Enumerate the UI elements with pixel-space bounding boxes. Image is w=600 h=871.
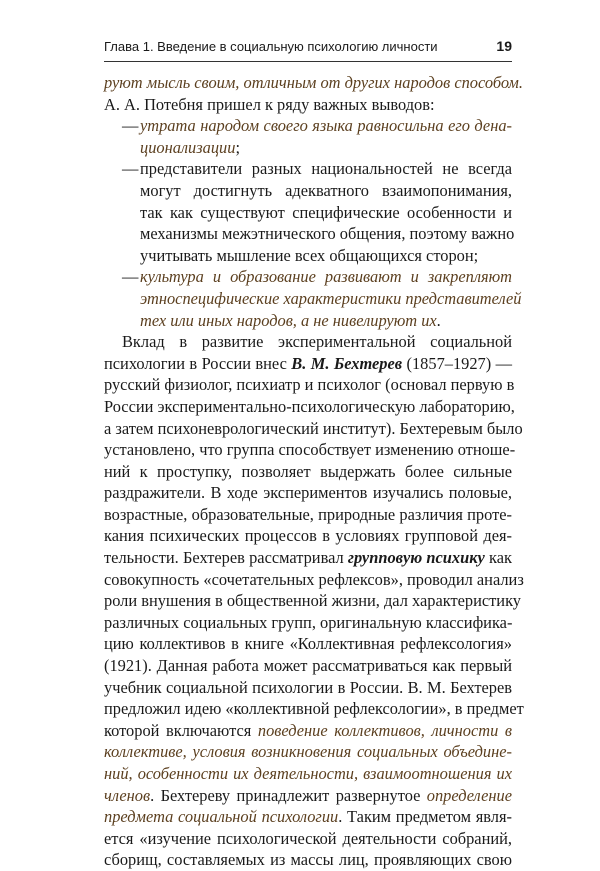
- text-run: (1921). Данная работа может рассматриваться как первый: [104, 656, 512, 676]
- text-run: кания психических процессов в условиях групповой дея-: [104, 526, 512, 546]
- text-run: А. А. Потебня пришел к ряду важных выводов:: [104, 94, 435, 114]
- list-bullet-dash: —: [122, 116, 139, 136]
- text-line: [104, 720, 512, 742]
- text-line: [104, 158, 512, 180]
- text-line: [104, 525, 512, 547]
- text-run: тельности. Бехтерев рассматривал: [104, 548, 348, 568]
- text-run: различных социальных групп, оригинальную классифика-: [104, 612, 513, 632]
- highlighted-text: коллективе, условия возникновения социальных объедине-: [104, 742, 512, 762]
- text-run: роли внушения в общественной жизни, дал характеристику: [104, 591, 522, 611]
- text-line: [104, 677, 512, 699]
- text-line: [104, 655, 512, 677]
- text-line: [104, 461, 512, 483]
- text-line: [104, 288, 522, 310]
- text-run: механизмы межэтнического общения, поэтому важно: [140, 224, 515, 244]
- chapter-title: Глава 1. Введение в социальную психологию личности: [104, 39, 438, 54]
- highlighted-text: тех или иных народов, а не нивелируют их: [140, 310, 437, 330]
- text-run: а затем психоневрологический институт). Бехтеревым было: [104, 418, 523, 438]
- text-line: [104, 439, 516, 461]
- text-line: [104, 418, 523, 440]
- text-line: [104, 504, 512, 526]
- text-line: [104, 785, 512, 807]
- text-line: [104, 180, 512, 202]
- text-line: [104, 223, 515, 245]
- page-number: 19: [496, 38, 512, 54]
- text-line: [104, 828, 512, 850]
- text-line: [104, 353, 512, 375]
- text-run: ется «изучение психологической деятельности собраний,: [104, 828, 512, 848]
- text-run: установлено, что группа способствует изменению отноше-: [104, 440, 516, 460]
- highlighted-text: поведение коллективов, личности в: [257, 720, 512, 740]
- list-bullet-dash: —: [122, 159, 139, 179]
- text-run: психологии в России внес: [104, 353, 292, 373]
- text-line: [104, 633, 512, 655]
- text-line: [104, 72, 523, 94]
- text-run: так как существуют специфические особенности и: [140, 202, 512, 222]
- list-bullet-dash: —: [122, 267, 139, 287]
- text-line: [104, 374, 515, 396]
- text-run: русский физиолог, психиатр и психолог (основал первую в: [104, 375, 515, 395]
- text-line: [104, 396, 515, 418]
- text-run: .: [436, 310, 441, 330]
- text-line: [104, 94, 512, 116]
- text-run: возрастные, образовательные, природные различия проте-: [104, 504, 512, 524]
- text-line: [104, 482, 512, 504]
- emphasis-term: В. М. Бехтерев: [291, 353, 403, 373]
- highlighted-text: предмета социальной психологии: [104, 807, 339, 827]
- highlighted-text: руют мысль своим, отличным от других народов способом.: [104, 73, 523, 92]
- highlighted-text: культура и образование развивают и закрепляют: [140, 267, 512, 287]
- text-run: России экспериментально-психологическую лабораторию,: [104, 396, 515, 416]
- text-line: [104, 590, 522, 612]
- text-line: [104, 310, 512, 332]
- text-run: . Бехтереву принадлежит развернутое: [150, 785, 427, 805]
- highlighted-text: этноспецифические характеристики представителей: [140, 288, 522, 308]
- highlighted-text: ний, особенности их деятельности, взаимоотношения их: [104, 764, 512, 783]
- highlighted-text: утрата народом своего языка равносильна его дена-: [140, 116, 512, 136]
- text-line: [104, 137, 512, 159]
- text-run: предложил идею «коллективной рефлексологии», в предмет: [104, 699, 524, 719]
- text-line: [104, 547, 512, 569]
- text-line: [104, 331, 512, 353]
- text-run: как: [484, 548, 512, 568]
- text-line: [104, 698, 524, 720]
- text-run: Вклад в развитие экспериментальной социальной: [122, 332, 512, 352]
- highlighted-text: членов: [104, 785, 151, 805]
- text-run: цию коллективов в книге «Коллективная рефлексология»: [104, 634, 512, 654]
- text-line: [104, 849, 512, 871]
- text-run: раздражители. В ходе экспериментов изучались половые,: [104, 483, 512, 503]
- text-line: [104, 245, 512, 267]
- text-line: [104, 115, 512, 137]
- body-text: [104, 72, 524, 871]
- text-run: могут достигнуть адекватного взаимопонимания,: [140, 180, 512, 200]
- text-line: [104, 741, 512, 763]
- highlighted-text: определение: [426, 785, 512, 805]
- text-run: сборищ, составляемых из массы лиц, проявляющих свою: [104, 850, 512, 870]
- text-line: [104, 763, 512, 785]
- running-header: [104, 38, 512, 54]
- header-rule: [104, 61, 512, 62]
- text-line: [104, 806, 512, 828]
- text-run: ;: [235, 137, 240, 157]
- emphasis-term: групповую психику: [347, 548, 485, 568]
- highlighted-text: ционализации: [140, 137, 236, 157]
- text-run: представители разных национальностей не всегда: [140, 159, 512, 179]
- text-line: [104, 612, 512, 634]
- text-run: ний к проступку, позволяет выдержать более сильные: [104, 461, 512, 481]
- text-run: учитывать мышление всех общающихся сторон;: [140, 245, 479, 265]
- text-run: учебник социальной психологии в России. В. М. Бехтерев: [104, 677, 512, 697]
- text-run: (1857–1927) —: [402, 353, 513, 373]
- text-line: [104, 202, 512, 224]
- text-line: [104, 266, 512, 288]
- text-run: совокупность «сочетательных рефлексов», проводил анализ: [104, 569, 524, 589]
- text-run: которой включаются: [104, 720, 258, 740]
- text-run: . Таким предметом явля-: [338, 807, 512, 827]
- text-line: [104, 569, 524, 591]
